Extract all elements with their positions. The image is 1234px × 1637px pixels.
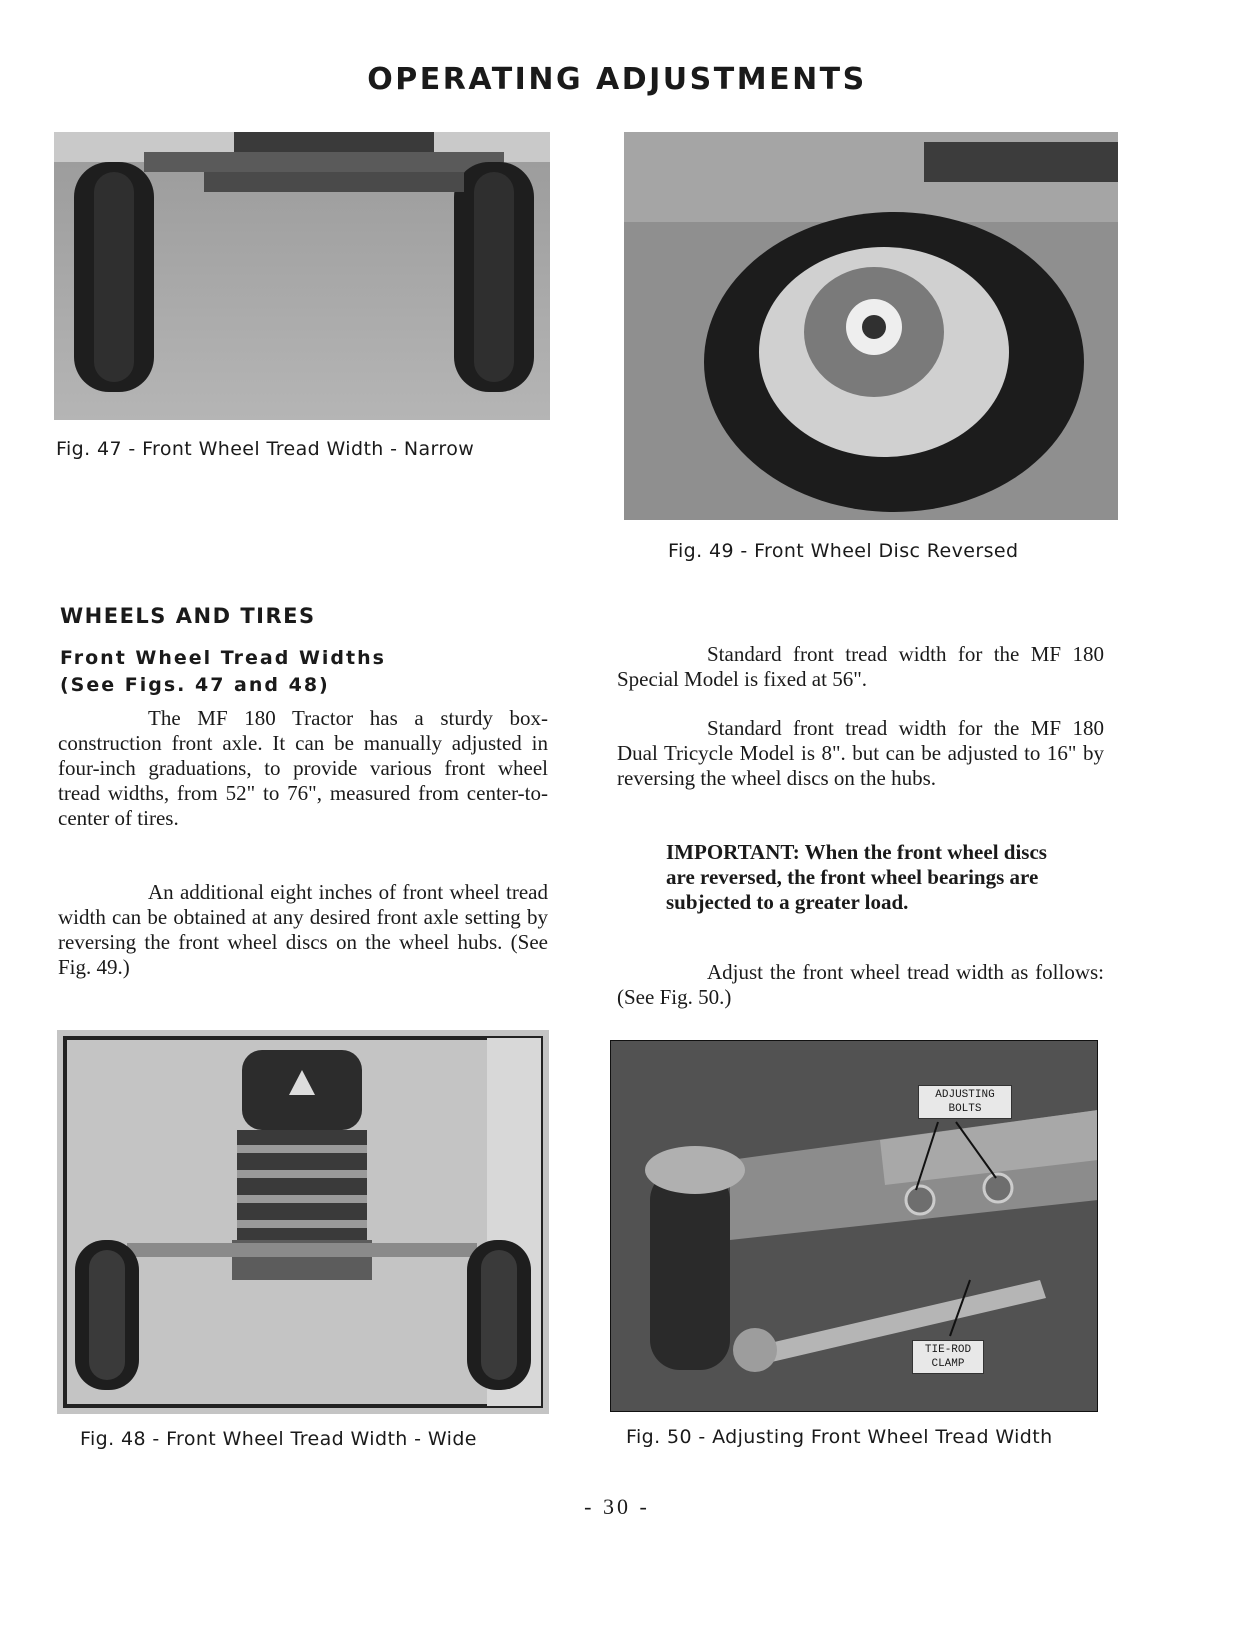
- fig-48-caption: Fig. 48 - Front Wheel Tread Width - Wide: [80, 1428, 477, 1450]
- fig-47-photo: [54, 132, 550, 420]
- section-heading: WHEELS AND TIRES: [60, 604, 316, 628]
- page-title: OPERATING ADJUSTMENTS: [367, 62, 867, 97]
- right-paragraph-3: Adjust the front wheel tread width as follows: (See Fig. 50.): [617, 960, 1104, 1009]
- fig-50-caption: Fig. 50 - Adjusting Front Wheel Tread Width: [626, 1426, 1053, 1448]
- left-paragraph-2: An additional eight inches of front wheel tread width can be obtained at any desired front axle setting by reversing the front wheel discs on the wheel hubs. (See Fig. 49.): [58, 880, 548, 979]
- right-paragraph-2: Standard front tread width for the MF 180 Dual Tricycle Model is 8". but can be adjusted to 16" by reversing the wheel discs on the hubs.: [617, 716, 1104, 790]
- tie-rod-clamp-label-line-2: CLAMP: [931, 1358, 965, 1370]
- subheading-line-2: (See Figs. 47 and 48): [60, 674, 330, 696]
- adjusting-bolts-label: [918, 1085, 1012, 1119]
- adjusting-bolts-label-line-1: ADJUSTING: [935, 1089, 995, 1101]
- fig-47-caption: Fig. 47 - Front Wheel Tread Width - Narrow: [56, 438, 475, 460]
- page-number: - 30 -: [584, 1494, 650, 1519]
- important-note: IMPORTANT: When the front wheel discs are reversed, the front wheel bearings are subjected to a greater load.: [666, 840, 1047, 914]
- tie-rod-clamp-label: [912, 1340, 984, 1374]
- tie-rod-clamp-label-line-1: TIE-ROD: [924, 1344, 972, 1356]
- right-paragraph-1: Standard front tread width for the MF 180 Special Model is fixed at 56".: [617, 642, 1104, 691]
- adjusting-bolts-label-line-2: BOLTS: [948, 1103, 982, 1115]
- fig-49-photo: [624, 132, 1118, 520]
- left-paragraph-1: The MF 180 Tractor has a sturdy box-construction front axle. It can be manually adjusted in four-inch graduations, to provide various front wheel tread widths, from 52" to 76", measured from center-to-center of tires.: [58, 706, 548, 830]
- fig-50-photo: [610, 1040, 1098, 1412]
- fig-49-caption: Fig. 49 - Front Wheel Disc Reversed: [668, 540, 1019, 562]
- subheading-line-1: Front Wheel Tread Widths: [60, 647, 386, 669]
- fig-48-photo: [57, 1030, 549, 1414]
